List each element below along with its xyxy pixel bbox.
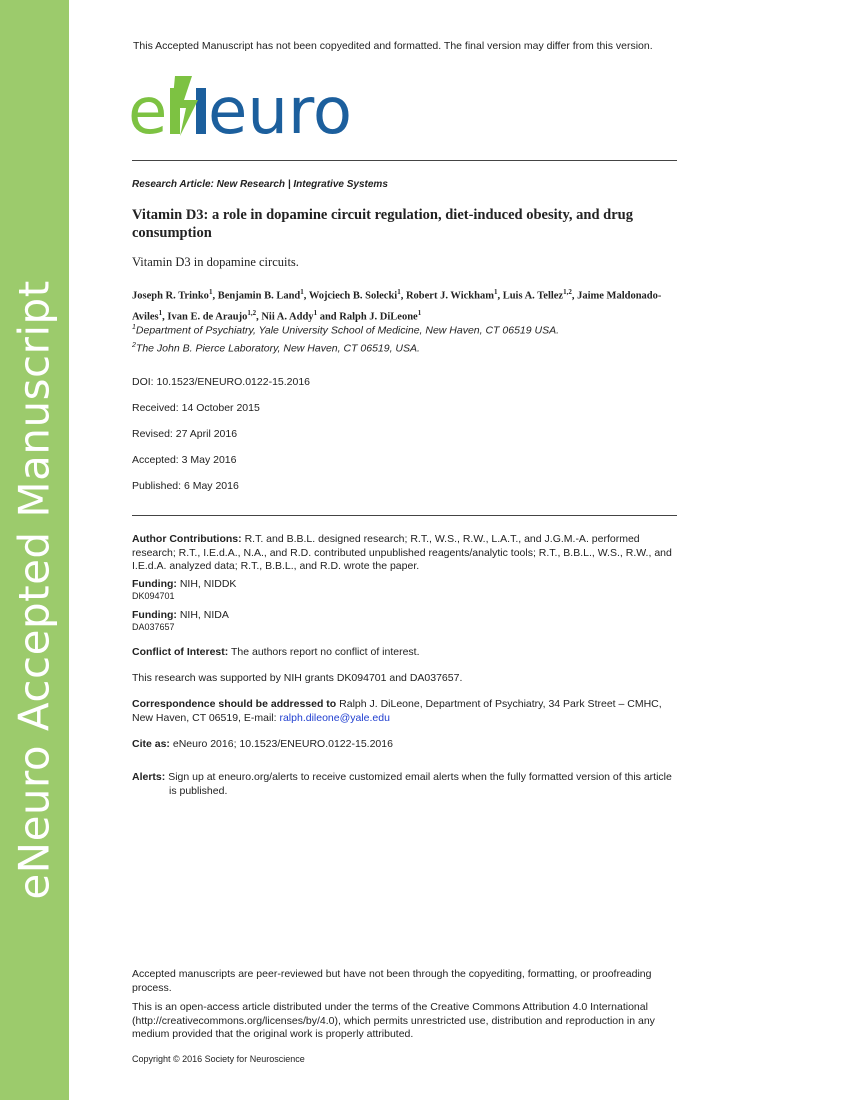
header-divider bbox=[132, 160, 677, 161]
sidebar-banner-text: eNeuro Accepted Manuscript bbox=[9, 280, 59, 900]
alerts: Alerts: Sign up at eneuro.org/alerts to receive customized email alerts when the fully formatted version of this article is published. bbox=[132, 771, 672, 797]
meta-divider bbox=[132, 515, 677, 516]
logo-text-euro: euro bbox=[208, 75, 352, 142]
author-contributions: Author Contributions: R.T. and B.B.L. designed research; R.T., W.S., R.W., L.A.T., and J.G.M.-A. performed research; R.T., I.E.d.A., N.A., and R.D. contributed unpublished reagents/analytic tools; R.T., B.B.L., W.S., R.W., and I.E.d.A. analyzed data; R.T., B.B.L., and R.D. wrote the paper. bbox=[132, 533, 672, 572]
author: Joseph R. Trinko bbox=[132, 290, 209, 302]
manuscript-notice: This Accepted Manuscript has not been copyedited and formatted. The final version may differ from this version. bbox=[133, 40, 653, 52]
funding-2-grant: DA037657 bbox=[132, 622, 175, 632]
peer-review-note: Accepted manuscripts are peer-reviewed but have not been through the copyediting, formatting, or proofreading process. bbox=[132, 968, 652, 994]
received-date: Received: 14 October 2015 bbox=[132, 402, 260, 414]
logo-n-mark bbox=[170, 76, 206, 136]
sidebar-banner bbox=[0, 0, 69, 1100]
copyright: Copyright © 2016 Society for Neuroscience bbox=[132, 1054, 305, 1064]
author: Robert J. Wickham bbox=[405, 290, 494, 302]
citation: Cite as: eNeuro 2016; 10.1523/ENEURO.0122-15.2016 bbox=[132, 738, 393, 750]
conflict-of-interest: Conflict of Interest: The authors report no conflict of interest. bbox=[132, 646, 420, 658]
author: Jaime Maldonado-Aviles bbox=[132, 290, 662, 322]
affiliation: $^2$The John B. Pierce Laboratory, New Haven, CT 06519, USA. bbox=[132, 342, 420, 355]
funding-1: Funding: NIH, NIDDK bbox=[132, 578, 237, 590]
article-title: Vitamin D3: a role in dopamine circuit regulation, diet-induced obesity, and drug consumption bbox=[132, 207, 633, 241]
article-section: Research Article: New Research | Integrative Systems bbox=[132, 179, 388, 190]
license-note: This is an open-access article distributed under the terms of the Creative Commons Attribution 4.0 International (http://creativecommons.org/licenses/by/4.0), which permits unrestricted use, distribution and reproduction in any medium provided that the original work is properly attributed. bbox=[132, 1001, 655, 1040]
accepted-date: Accepted: 3 May 2016 bbox=[132, 454, 237, 466]
doi: DOI: 10.1523/ENEURO.0122-15.2016 bbox=[132, 376, 311, 388]
running-title: Vitamin D3 in dopamine circuits. bbox=[132, 255, 299, 269]
logo-letter-e: e bbox=[128, 75, 168, 142]
published-date: Published: 6 May 2016 bbox=[132, 480, 239, 492]
author: Wojciech B. Solecki bbox=[308, 290, 398, 302]
author: Ivan E. de Araujo bbox=[167, 311, 248, 322]
eneuro-logo bbox=[128, 70, 378, 142]
correspondence: Correspondence should be addressed to Ralph J. DiLeone, Department of Psychiatry, 34 Park Street – CMHC, New Haven, CT 06519, E-mail: ralph.dileone@yale.edu bbox=[132, 698, 662, 724]
email-link[interactable]: ralph.dileone@yale.edu bbox=[279, 711, 390, 724]
author: Benjamin B. Land bbox=[217, 290, 301, 302]
revised-date: Revised: 27 April 2016 bbox=[132, 428, 238, 440]
author: Nii A. Addy bbox=[261, 311, 314, 322]
author: Luis A. Tellez bbox=[502, 290, 564, 302]
author: Ralph J. DiLeone bbox=[339, 311, 418, 322]
funding-2: Funding: NIH, NIDA bbox=[132, 609, 229, 621]
funding-1-grant: DK094701 bbox=[132, 591, 175, 601]
author-list: Joseph R. Trinko$^1$, Benjamin B. Land$^1$, Wojciech B. Solecki$^1$, Robert J. Wickham$^1$, Luis A. Tellez$^{1,2}$, Jaime Maldonado-Aviles$^1$, Ivan E. de Araujo$^{1,2}$, Nii A. Addy$^1$ and Ralph J. DiLeone$^1$ bbox=[132, 288, 662, 322]
support-statement: This research was supported by NIH grants DK094701 and DA037657. bbox=[132, 672, 463, 684]
affiliation: $^1$Department of Psychiatry, Yale University School of Medicine, New Haven, CT 06519 USA. bbox=[132, 324, 560, 337]
